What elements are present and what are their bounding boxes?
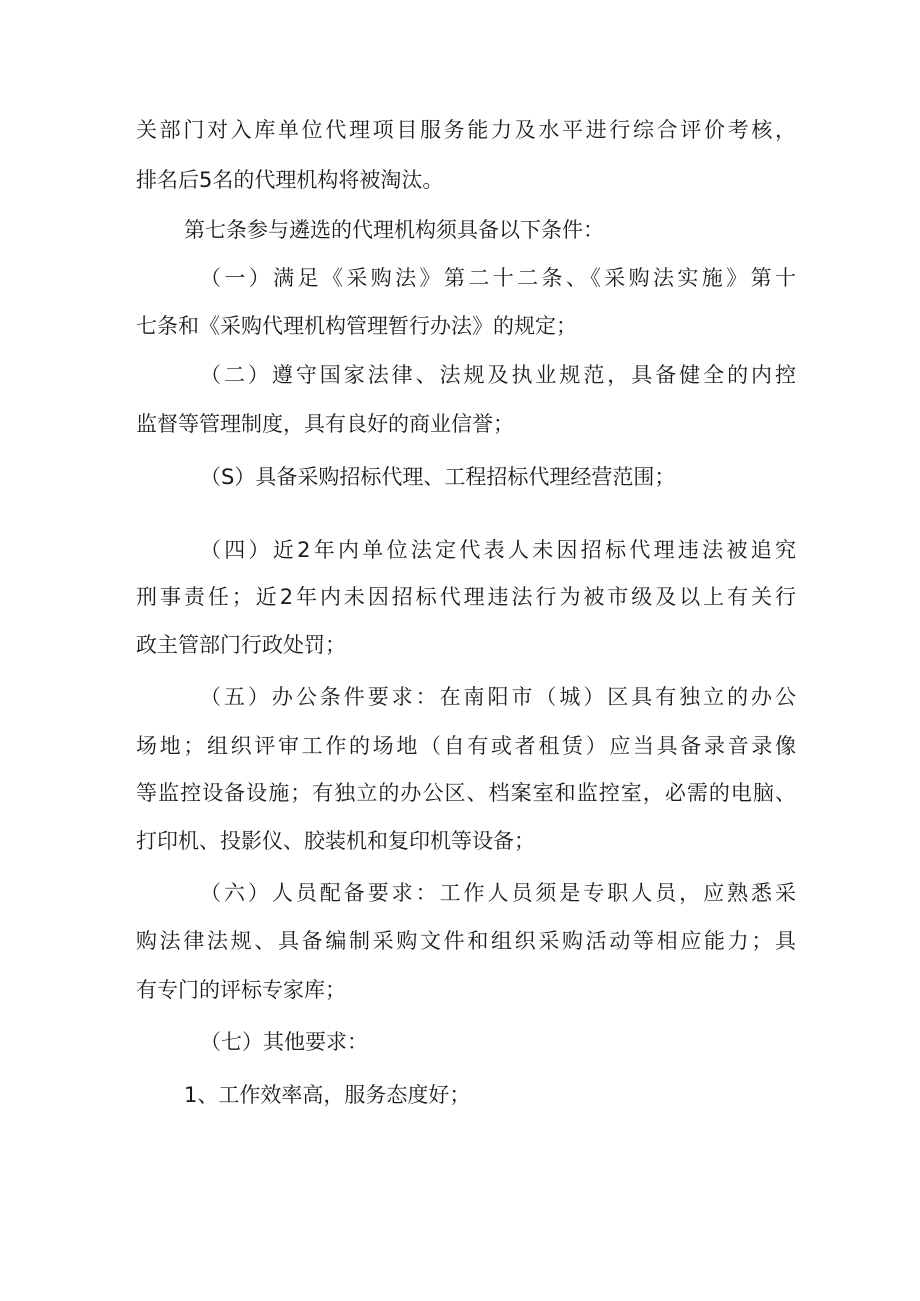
list-item-2-line: （二）遵守国家法律、法规及执业规范，具备健全的内控 <box>200 363 796 387</box>
list-item-3-line: （S）具备采购招标代理、工程招标代理经营范围； <box>200 465 676 489</box>
list-item-6-line: 有专门的评标专家库； <box>136 978 346 1002</box>
article-heading: 第七条参与遴选的代理机构须具备以下条件： <box>184 218 604 242</box>
list-item-2-line: 监督等管理制度，具有良好的商业信誉； <box>136 412 514 436</box>
list-item-4-line: 刑事责任；近2年内未因招标代理违法行为被市级及以上有关行 <box>136 585 796 609</box>
list-item-5-line: 场地；组织评审工作的场地（自有或者租赁）应当具备录音录像 <box>136 734 796 758</box>
paragraph-line: 关部门对入库单位代理项目服务能力及水平进行综合评价考核， <box>136 118 796 142</box>
list-item-5-line: （五）办公条件要求：在南阳市（城）区具有独立的办公 <box>200 685 796 709</box>
list-item-7-line: （七）其他要求： <box>200 1030 368 1054</box>
list-item-4-line: （四）近2年内单位法定代表人未因招标代理违法被追究 <box>200 538 796 562</box>
sub-item-1-line: 1、工作效率高，服务态度好； <box>184 1083 471 1107</box>
list-item-5-line: 等监控设备设施；有独立的办公区、档案室和监控室，必需的电脑、 <box>136 781 796 805</box>
list-item-4-line: 政主管部门行政处罚； <box>136 633 346 657</box>
list-item-6-line: 购法律法规、具备编制采购文件和组织采购活动等相应能力；具 <box>136 929 796 953</box>
list-item-5-line: 打印机、投影仪、胶装机和复印机等设备； <box>136 829 535 853</box>
paragraph-line: 排名后5名的代理机构将被淘汰。 <box>136 168 444 192</box>
list-item-1-line: 七条和《采购代理机构管理暂行办法》的规定； <box>136 314 577 338</box>
list-item-1-line: （一）满足《采购法》第二十二条、《采购法实施》第十 <box>200 266 796 290</box>
list-item-6-line: （六）人员配备要求：工作人员须是专职人员，应熟悉采 <box>200 881 796 905</box>
